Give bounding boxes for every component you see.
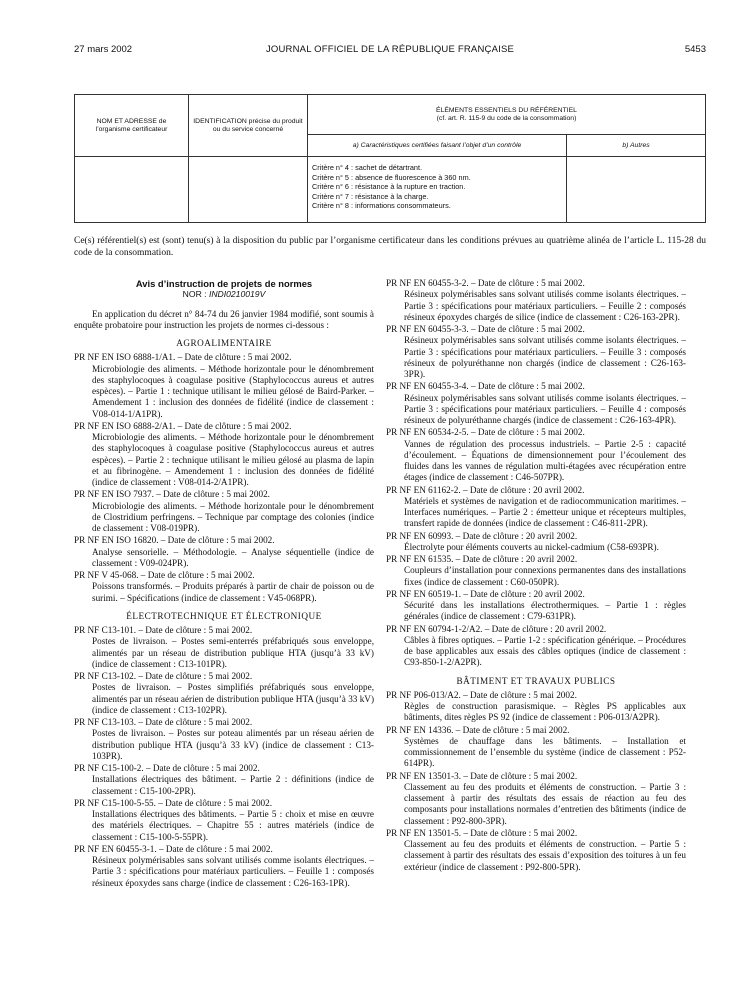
entry-description: Coupleurs d’installation pour connexions permanentes dans des installations fixes (indice de classement : C60-050PR). (404, 565, 686, 587)
standard-entry (386, 771, 686, 827)
entry-description: Résineux polymérisables sans solvant utilisés comme isolants électriques. – Partie 3 : spécifications pour matériaux particuliers. – Feuille 3 : composés résineux de polyuréthanne non chargés (indice de classement : C26-163-3PR). (404, 335, 686, 379)
criterion-item: Critère n° 7 : résistance à la charge. (312, 191, 429, 201)
entry-reference: PR NF P06-013/A2. – Date de clôture : 5 mai 2002. (386, 689, 577, 700)
standard-entry (386, 828, 686, 873)
page-number: 5453 (684, 44, 706, 55)
other-cell (567, 157, 706, 223)
entry-reference: PR NF EN 60794-1-2/A2. – Date de clôture : 20 avril 2002. (386, 623, 607, 634)
standard-entry (386, 589, 686, 623)
entry-reference: PR NF EN 60993. – Date de clôture : 20 avril 2002. (386, 530, 578, 541)
identification-cell (189, 157, 308, 223)
entry-reference: PR NF C13-103. – Date de clôture : 5 mai 2002. (74, 717, 253, 727)
entry-reference: PR NF EN 13501-5. – Date de clôture : 5 mai 2002. (386, 827, 578, 838)
standard-entry (74, 489, 374, 534)
entry-description: Résineux polymérisables sans solvant utilisés comme isolants électriques. – Partie 3 : spécifications pour matériaux particuliers. – Feuille 1 : composés résineux époxydes sans charge (indice de classement : C26-163-1PR). (92, 855, 374, 888)
standard-entry (386, 531, 686, 554)
issue-date: 27 mars 2002 (74, 44, 133, 55)
section-electrotechnique: ÉLECTROTECHNIQUE ET ÉLECTRONIQUE (126, 610, 322, 621)
notice-intro: En application du décret n° 84-74 du 26 janvier 1984 modifié, sont soumis à enquête probatoire pour instruction les projets de normes ci-dessous : (74, 308, 374, 330)
standard-entry (386, 725, 686, 770)
nor-code: INDI0210019V (208, 289, 266, 300)
nor-label: NOR : (182, 289, 207, 300)
elements-subtitle: (cf. art. R. 115-9 du code de la consommation) (436, 114, 577, 122)
entry-reference: PR NF V 45-068. – Date de clôture : 5 mai 2002. (74, 570, 255, 580)
standard-entry (74, 763, 374, 797)
entry-description: Microbiologie des aliments. – Méthode horizontale pour le dénombrement des staphylocoques à coagulase positive (Staphylococcus aureus et autres espèces). – Partie 2 : technique utilisant le milieu gélosé au plasma de lapin et au fibrinogène. – Amendement 1 : inclusion des données de fidélité (indice de classement : V08-014-2/A1PR). (92, 432, 374, 487)
entries-agroalimentaire (74, 352, 374, 604)
standard-entry (386, 485, 686, 530)
standard-entry (386, 381, 686, 426)
entry-description: Analyse sensorielle. – Méthodologie. – Analyse séquentielle (indice de classement : V09-024PR). (92, 546, 374, 568)
notice-title: Avis d’instruction de projets de normes (135, 278, 313, 289)
standard-entry (74, 352, 374, 420)
entry-reference: PR NF EN 60455-3-1. – Date de clôture : 5 mai 2002. (74, 843, 273, 854)
entry-reference: PR NF EN 60455-3-2. – Date de clôture : 5 mai 2002. (386, 278, 585, 288)
left-column (74, 278, 374, 890)
criterion-item: Critère n° 6 : résistance à la rupture en traction. (312, 182, 466, 192)
entry-description: Systèmes de chauffage dans les bâtiments. – Installation et commissionnement de l’ensemble du système (indice de classement : P52-614PR). (404, 735, 686, 769)
standard-entry (386, 554, 686, 588)
standard-entry (74, 421, 374, 489)
standard-entry (74, 625, 374, 670)
col-identification-header: IDENTIFICATION précise du produit ou du service concerné (189, 95, 308, 157)
entry-description: Résineux polymérisables sans solvant utilisés comme isolants électriques. – Partie 3 : spécifications pour matériaux particuliers. – Feuille 4 : composés résineux de polyuréthanne chargés (indice de classement : C26-163-4PR). (404, 392, 686, 425)
entry-description: Règles de construction parasismique. – Règles PS applicables aux bâtiments, dites règles PS 92 (indice de classement : P06-013/A2PR). (404, 701, 686, 723)
right-column (386, 278, 686, 874)
entry-reference: PR NF EN ISO 16820. – Date de clôture : 5 mai 2002. (74, 535, 275, 546)
criterion-item: Critère n° 8 : informations consommateurs. (312, 201, 451, 211)
entry-description: Classement au feu des produits et éléments de construction. – Partie 3 : classement à partir des résultats des essais de réaction au feu des composants pour installations normales d’entretien des bâtiments (indice de classement : P92-800-3PR). (404, 781, 686, 826)
entry-reference: PR NF EN 60519-1. – Date de clôture : 20 avril 2002. (386, 588, 585, 599)
entry-description: Microbiologie des aliments. – Méthode horizontale pour le dénombrement des staphylocoques à coagulase positive (Staphylococcus aureus et autres espèces). – Partie 1 : technique utilisant le milieu gélosé de Baird-Parker. – Amendement 1 : inclusion des données de fidélité (indice de classement : V08-014-1/A1PR). (92, 363, 374, 419)
entry-description: Matériels et systèmes de navigation et de radiocommunication maritimes. – Interfaces numériques. – Partie 2 : émetteur unique et récepteurs multiples, transfert rapide de données (indice de classement : C46-811-2PR). (404, 495, 686, 529)
col-elements-header (308, 95, 706, 135)
entry-reference: PR NF C15-100-2. – Date de clôture : 5 mai 2002. (74, 763, 260, 773)
entries-electrotechnique (74, 625, 374, 889)
entry-description: Postes de livraison. – Postes sur poteau alimentés par un réseau aérien de distribution publique HTA (jusqu’à 33 kV) (indice de classement : C13-103PR). (92, 728, 374, 761)
entry-description: Poissons transformés. – Produits préparés à partir de chair de poisson ou de surimi. – Spécifications (indice de classement : V45-068PR). (92, 581, 374, 603)
sub-header-b: b) Autres (567, 135, 706, 157)
entry-description: Classement au feu des produits et éléments de construction. – Partie 5 : classement à partir des résultats des essais d’exposition des toitures à un feu extérieur (indice de classement : P92-800-5PR). (404, 839, 686, 872)
sub-header-a: a) Caractéristiques certifiées faisant l’objet d’un contrôle (308, 135, 567, 157)
entry-description: Installations électriques des bâtiments. – Partie 5 : choix et mise en œuvre des matériels électriques. – Chapitre 55 : autres matériels (indice de classement : C15-100-5-55PR). (92, 809, 374, 842)
standard-entry (74, 798, 374, 843)
entry-reference: PR NF EN 61162-2. – Date de clôture : 20 avril 2002. (386, 484, 585, 495)
standard-entry (74, 671, 374, 716)
standard-entry (386, 624, 686, 669)
entry-reference: PR NF EN 14336. – Date de clôture : 5 mai 2002. (386, 724, 570, 735)
entry-description: Installations électriques des bâtiment. – Partie 2 : définitions (indice de classement : C15-100-2PR). (92, 774, 374, 796)
entry-reference: PR NF EN ISO 6888-1/A1. – Date de clôture : 5 mai 2002. (74, 352, 292, 363)
entry-reference: PR NF C15-100-5-55. – Date de clôture : 5 mai 2002. (74, 797, 273, 808)
organisme-cell (75, 157, 189, 223)
entry-description: Résineux polymérisables sans solvant utilisés comme isolants électriques. – Partie 3 : spécifications pour matériaux particuliers. – Feuille 2 : composés résineux époxydes chargés de silice (indice de classement : C26-163-2PR). (404, 289, 686, 322)
section-agroalimentaire: AGROALIMENTAIRE (176, 338, 272, 348)
entry-description: Postes de livraison. – Postes simplifiés préfabriqués sous enveloppe, alimentés par un réseau aérien de distribution publique HTA (jusqu’à 33 kV) (indice de classement : C13-102PR). (92, 682, 374, 715)
criterion-item: Critère n° 5 : absence de fluorescence à 360 nm. (312, 172, 471, 182)
standard-entry (386, 690, 686, 724)
standard-entry (74, 717, 374, 762)
entries-electrotechnique-continued (386, 278, 686, 669)
entry-reference: PR NF EN 60455-3-4. – Date de clôture : 5 mai 2002. (386, 381, 585, 392)
entry-reference: PR NF EN 61535. – Date de clôture : 20 avril 2002. (386, 554, 578, 564)
entry-reference: PR NF EN ISO 7937. – Date de clôture : 5 mai 2002. (74, 489, 270, 500)
entry-description: Câbles à fibres optiques. – Partie 1-2 : spécification générique. – Procédures de base applicables aux essais des câbles optiques (indice de classement : C93-850-1-2/A2PR). (404, 634, 686, 668)
col-organisme-header: NOM ET ADRESSE de l’organisme certificateur (75, 95, 189, 157)
entry-reference: PR NF C13-101. – Date de clôture : 5 mai 2002. (74, 625, 253, 635)
page-header (74, 44, 706, 58)
section-batiment: BÂTIMENT ET TRAVAUX PUBLICS (456, 675, 616, 686)
nor-line (74, 289, 374, 300)
entry-reference: PR NF C13-102. – Date de clôture : 5 mai 2002. (74, 671, 253, 681)
elements-title: ÉLÉMENTS ESSENTIELS DU RÉFÉRENTIEL (436, 106, 577, 114)
standard-entry (74, 535, 374, 569)
criteria-list (312, 163, 562, 211)
entry-reference: PR NF EN 60534-2-5. – Date de clôture : 5 mai 2002. (386, 427, 585, 438)
standard-entry (74, 570, 374, 604)
entry-description: Microbiologie des aliments. – Méthode horizontale pour le dénombrement de Clostridium perfringens. – Technique par comptage des colonies (indice de classement : V08-019PR). (92, 500, 374, 533)
standard-entry (386, 278, 686, 323)
criteria-cell (308, 157, 567, 223)
entry-reference: PR NF EN 13501-3. – Date de clôture : 5 mai 2002. (386, 770, 578, 781)
entry-description: Électrolyte pour éléments couverts au nickel-cadmium (C58-693PR). (404, 541, 659, 552)
criterion-item: Critère n° 4 : sachet de détartrant. (312, 163, 422, 172)
entries-batiment (386, 690, 686, 873)
criteria-table (74, 94, 706, 223)
entry-reference: PR NF EN ISO 6888-2/A1. – Date de clôture : 5 mai 2002. (74, 420, 292, 431)
entry-description: Postes de livraison. – Postes semi-enterrés préfabriqués sous enveloppe, alimentés par un réseau de distribution publique HTA (jusqu’à 33 kV) (indice de classement : C13-101PR). (92, 636, 374, 669)
journal-title: JOURNAL OFFICIEL DE LA RÉPUBLIQUE FRANÇAISE (265, 44, 515, 55)
standard-entry (74, 844, 374, 889)
entry-description: Vannes de régulation des processus industriels. – Partie 2-5 : capacité d’écoulement. – Équations de dimensionnement pour l’écoulement des fluides dans les vannes de régulation multi-étagées avec récupération entre étages (indice de classement : C46-507PR). (404, 438, 686, 483)
standard-entry (386, 324, 686, 380)
standard-entry (386, 427, 686, 483)
entry-reference: PR NF EN 60455-3-3. – Date de clôture : 5 mai 2002. (386, 324, 585, 334)
referential-note: Ce(s) référentiel(s) est (sont) tenu(s) à la disposition du public par l’organisme certificateur dans les conditions prévues au quatrième alinéa de l’article L. 115-28 du code de la consommation. (74, 236, 706, 258)
entry-description: Sécurité dans les installations électrothermiques. – Partie 1 : règles générales (indice de classement : C79-631PR). (404, 600, 686, 622)
